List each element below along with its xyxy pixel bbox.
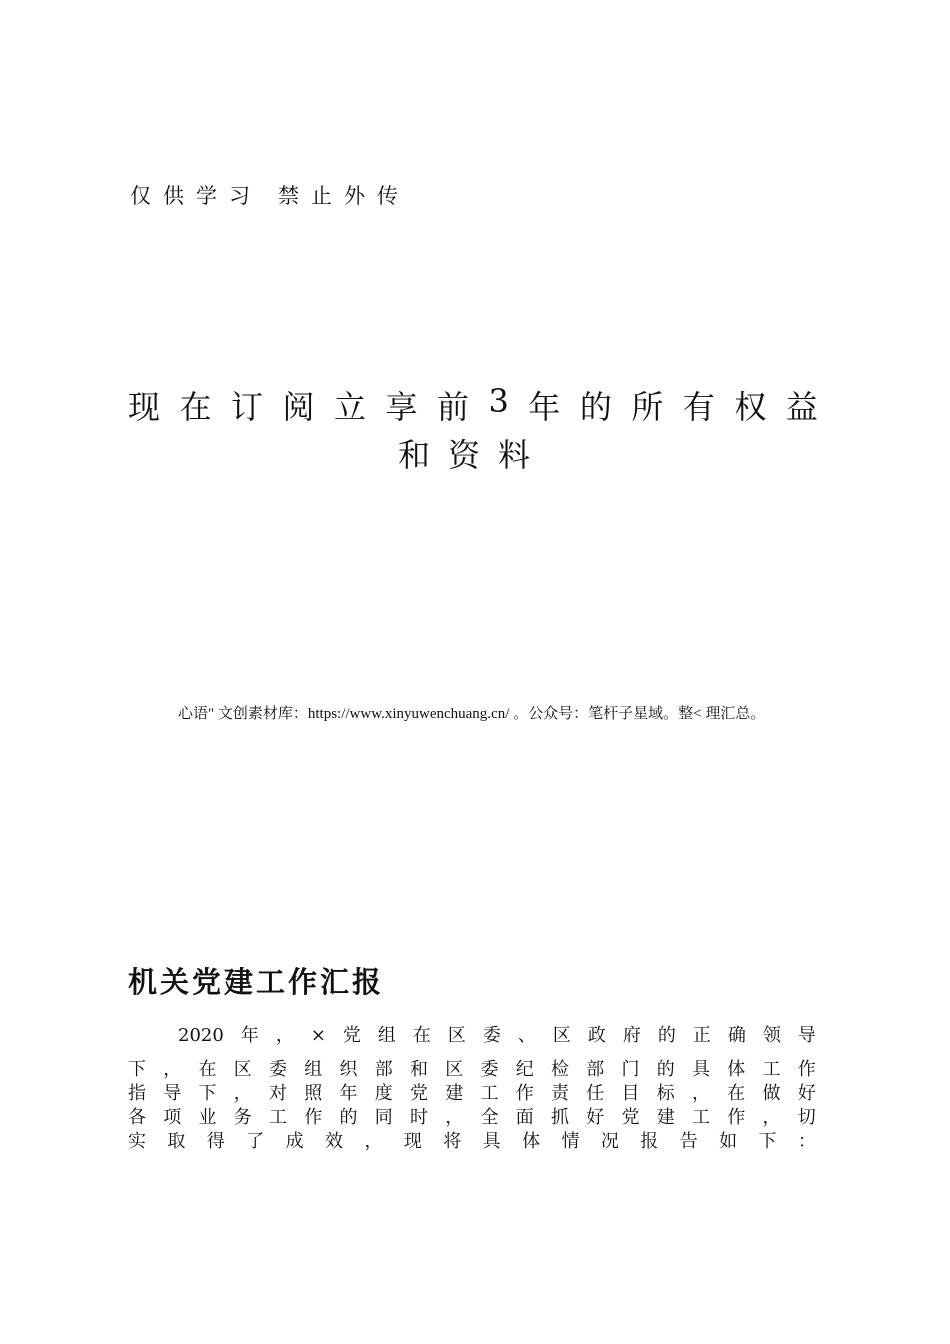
notice-study-only: 仅供学习 xyxy=(130,184,262,208)
notice-no-distribution: 禁止外传 xyxy=(278,184,410,208)
paragraph-line: 下 ， 在 区 委 组 织 部 和 区 委 纪 检 部 门 的 具 体 工 作 xyxy=(128,1059,816,1080)
document-title: 机关党建工作汇报 xyxy=(128,965,385,999)
source-attribution: 心语" 文创素材库：https://www.xinyuwenchuang.cn/ 。公众号：笔杆子星域。整< 理汇总。 xyxy=(178,706,766,722)
promo-line-2: 和资料 xyxy=(397,436,548,474)
confidentiality-notice xyxy=(130,180,410,210)
paragraph-line: 各 项 业 务 工 作 的 同 时 ， 全 面 抓 好 党 建 工 作 ， 切 xyxy=(128,1107,816,1128)
promo-line-1: 现 在 订 阅 立 享 前 3 年 的 所 有 权 益 xyxy=(128,382,818,426)
paragraph-line: 2020 年 ， × 党 组 在 区 委 、 区 政 府 的 正 确 领 导 xyxy=(178,1025,816,1046)
paragraph-line: 指 导 下 ， 对 照 年 度 党 建 工 作 责 任 目 标 ， 在 做 好 xyxy=(128,1083,816,1104)
paragraph-line: 实 取 得 了 成 效 ， 现 将 具 体 情 况 报 告 如 下 ： xyxy=(128,1131,816,1152)
